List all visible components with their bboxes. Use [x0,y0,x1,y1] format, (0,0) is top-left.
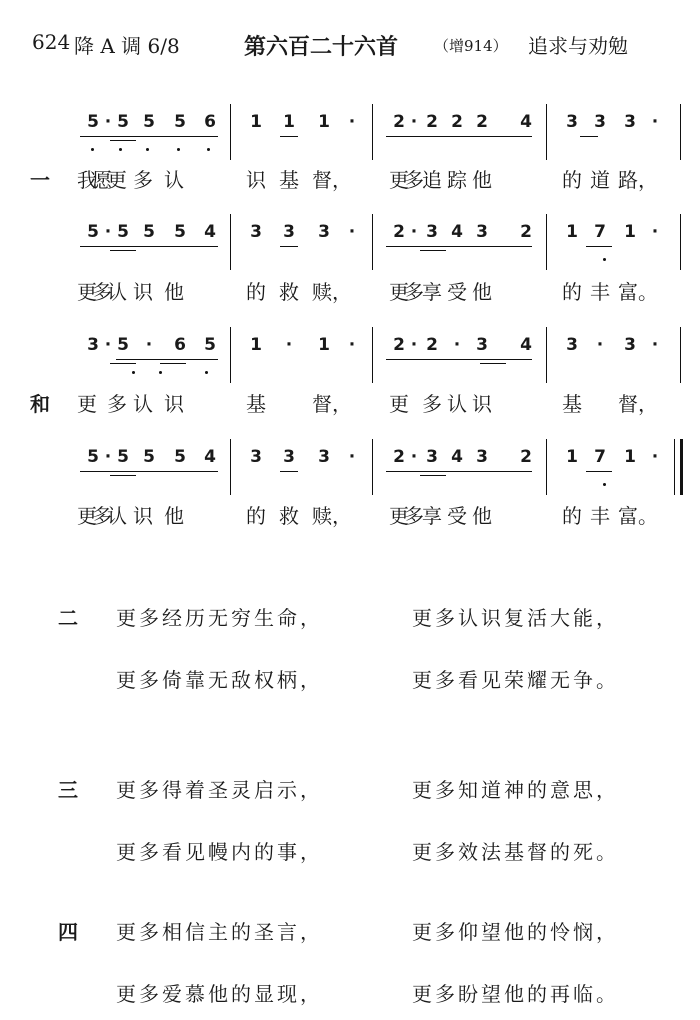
note: · [410,335,418,355]
note: 1 [566,222,578,242]
lyric-char: 多 [107,392,127,416]
note: 4 [451,447,463,467]
note: · [410,112,418,132]
beam-underline [580,136,598,137]
verse-line: 更多爱慕他的显现， [116,982,323,1006]
note: 2 [451,112,463,132]
lyric-char: 更 [77,280,97,304]
lyric-char: 更 [107,168,127,192]
note: · [410,447,418,467]
note: 5 [87,222,99,242]
lyric-char: 更 [77,504,97,528]
lyric-char: 更 [389,504,409,528]
verse-line: 更多得着圣灵启示， [116,778,323,802]
bar-line [680,214,681,270]
note: 3 [250,447,262,467]
note: 5 [174,112,186,132]
note: 6 [174,335,186,355]
lyric-char: 我 [77,168,97,192]
lyric-char: 踪 [447,168,467,192]
note: 2 [393,112,405,132]
beam-underline [160,363,186,364]
lyric-char: 他 [472,168,492,192]
verse-line: 更多盼望他的再临。 [412,982,619,1006]
lyric-char: 多 [422,392,442,416]
note: 1 [624,447,636,467]
lyric-char: 的 [562,504,582,528]
note: 1 [250,335,262,355]
note: 3 [283,222,295,242]
bar-line [680,439,683,495]
note: 4 [451,222,463,242]
beam-underline [386,136,532,137]
note: 7 [594,222,606,242]
verse-line: 更多经历无穷生命， [116,606,323,630]
note: · [453,335,461,355]
lyric-char: 他 [472,280,492,304]
lyric-char: 受 [447,280,467,304]
verse-label: 二 [58,606,78,630]
bar-line [230,439,231,495]
verse-label: 和 [30,392,50,416]
low-octave-dot [603,258,606,261]
note: 1 [318,335,330,355]
beam-underline [80,471,218,472]
lyric-char: 多 [404,168,424,192]
note: 5 [143,222,155,242]
verse-label: 一 [30,168,50,192]
lyric-char: 认 [107,504,127,528]
bar-line [230,104,231,160]
lyric-char: 识 [164,392,184,416]
note: · [348,335,356,355]
bar-line [546,214,547,270]
note: 4 [204,222,216,242]
note: 5 [117,222,129,242]
lyric-char: 丰 [590,504,610,528]
lyric-char: 识 [133,504,153,528]
verse-line: 更多看见荣耀无争。 [412,668,619,692]
bar-line [680,104,681,160]
lyric-char: 更 [389,280,409,304]
note: 2 [476,112,488,132]
low-octave-dot [159,371,162,374]
note: 2 [426,335,438,355]
verse-line: 更多相信主的圣言， [116,920,323,944]
hymn-title: 第六百二十六首 [244,35,399,60]
note: 5 [87,112,99,132]
note: · [651,335,659,355]
note: 3 [476,222,488,242]
lyric-char: 督， [312,392,352,416]
note: 4 [520,112,532,132]
note: 3 [476,447,488,467]
beam-underline [80,246,218,247]
note: 4 [204,447,216,467]
beam-underline [116,359,218,360]
note: 5 [87,447,99,467]
beam-underline [386,471,532,472]
note: 3 [250,222,262,242]
lyric-char: 的 [562,280,582,304]
low-octave-dot [119,148,122,151]
lyric-char: 基 [279,168,299,192]
note: · [651,112,659,132]
lyric-char: 的 [562,168,582,192]
lyric-char: 受 [447,504,467,528]
note: 2 [393,447,405,467]
lyric-char: 他 [164,280,184,304]
beam-underline [280,246,298,247]
bar-line [372,104,373,160]
bar-line [372,327,373,383]
lyric-char: 多 [133,168,153,192]
lyric-char: 督， [312,168,352,192]
beam-underline [586,471,612,472]
lyric-char: 追 [422,168,442,192]
bar-line [674,439,675,495]
verse-line: 更多认识复活大能， [412,606,619,630]
lyric-char: 多 [404,280,424,304]
beam-underline [586,246,612,247]
note: 3 [566,112,578,132]
note: · [348,112,356,132]
note: 1 [283,112,295,132]
low-octave-dot [603,483,606,486]
lyric-char: 富。 [618,280,658,304]
note: 1 [250,112,262,132]
verse-line: 更多仰望他的怜悯， [412,920,619,944]
note: 1 [318,112,330,132]
lyric-char: 救 [279,504,299,528]
beam-underline [80,136,218,137]
note: 3 [426,447,438,467]
lyric-char: 他 [164,504,184,528]
lyric-char: 识 [472,392,492,416]
note: 5 [117,335,129,355]
key-signature: 降 A 调 6/8 [74,34,180,58]
beam-underline [110,475,136,476]
low-octave-dot [132,371,135,374]
note: 3 [87,335,99,355]
verse-line: 更多倚靠无敌权柄， [116,668,323,692]
low-octave-dot [207,148,210,151]
note: · [104,335,112,355]
lyric-char: 享 [422,280,442,304]
bar-line [372,214,373,270]
lyric-char: 富。 [618,504,658,528]
beam-underline [110,363,136,364]
note: 4 [520,335,532,355]
note: 7 [594,447,606,467]
note: 2 [520,447,532,467]
hymn-topic: 追求与劝勉 [528,34,628,58]
lyric-char: 赎， [312,504,352,528]
lyric-char: 更 [389,392,409,416]
lyric-char: 享 [422,504,442,528]
lyric-char: 他 [472,504,492,528]
beam-underline [386,246,532,247]
note: 5 [143,447,155,467]
note: 2 [426,112,438,132]
lyric-char: 认 [107,280,127,304]
note: · [104,222,112,242]
note: 6 [204,112,216,132]
note: 3 [476,335,488,355]
note: · [348,222,356,242]
lyric-char: 基 [562,392,582,416]
verse-line: 更多看见幔内的事， [116,840,323,864]
lyric-char: 的 [246,280,266,304]
lyric-char: 更 [389,168,409,192]
low-octave-dot [146,148,149,151]
lyric-char: 赎， [312,280,352,304]
note: 2 [393,335,405,355]
note: 3 [426,222,438,242]
lyric-char: 愿 [92,168,112,192]
verse-line: 更多效法基督的死。 [412,840,619,864]
lyric-char: 路， [618,168,658,192]
beam-underline [280,136,298,137]
hymn-number: 624 [32,30,71,54]
note: · [104,447,112,467]
beam-underline [110,140,136,141]
note: 2 [520,222,532,242]
supplement-number: （增914） [434,37,508,55]
lyric-char: 多 [92,504,112,528]
note: 3 [566,335,578,355]
lyric-char: 的 [246,504,266,528]
lyric-char: 丰 [590,280,610,304]
note: 5 [204,335,216,355]
note: 3 [624,112,636,132]
note: · [596,335,604,355]
bar-line [546,327,547,383]
beam-underline [386,359,532,360]
lyric-char: 认 [447,392,467,416]
low-octave-dot [91,148,94,151]
note: 5 [117,447,129,467]
verse-label: 四 [58,920,78,944]
note: · [145,335,153,355]
lyric-char: 认 [164,168,184,192]
verse-line: 更多知道神的意思， [412,778,619,802]
lyric-char: 识 [133,280,153,304]
bar-line [230,327,231,383]
note: 2 [393,222,405,242]
beam-underline [420,250,446,251]
note: · [104,112,112,132]
note: 3 [594,112,606,132]
beam-underline [110,250,136,251]
note: 5 [174,222,186,242]
lyric-char: 识 [246,168,266,192]
note: 3 [318,447,330,467]
lyric-char: 多 [404,504,424,528]
note: · [651,447,659,467]
verse-label: 三 [58,778,78,802]
beam-underline [280,471,298,472]
lyric-char: 基 [246,392,266,416]
note: 5 [117,112,129,132]
bar-line [546,439,547,495]
low-octave-dot [205,371,208,374]
low-octave-dot [177,148,180,151]
lyric-char: 认 [133,392,153,416]
note: · [651,222,659,242]
note: · [410,222,418,242]
lyric-char: 督， [618,392,658,416]
beam-underline [420,475,446,476]
beam-underline [480,363,506,364]
note: 3 [318,222,330,242]
note: 1 [624,222,636,242]
note: 3 [283,447,295,467]
note: · [348,447,356,467]
note: 5 [174,447,186,467]
lyric-char: 救 [279,280,299,304]
bar-line [546,104,547,160]
lyric-char: 更 [77,392,97,416]
note: · [285,335,293,355]
bar-line [230,214,231,270]
lyric-char: 多 [92,280,112,304]
lyric-char: 道 [590,168,610,192]
note: 5 [143,112,155,132]
note: 1 [566,447,578,467]
note: 3 [624,335,636,355]
bar-line [680,327,681,383]
bar-line [372,439,373,495]
